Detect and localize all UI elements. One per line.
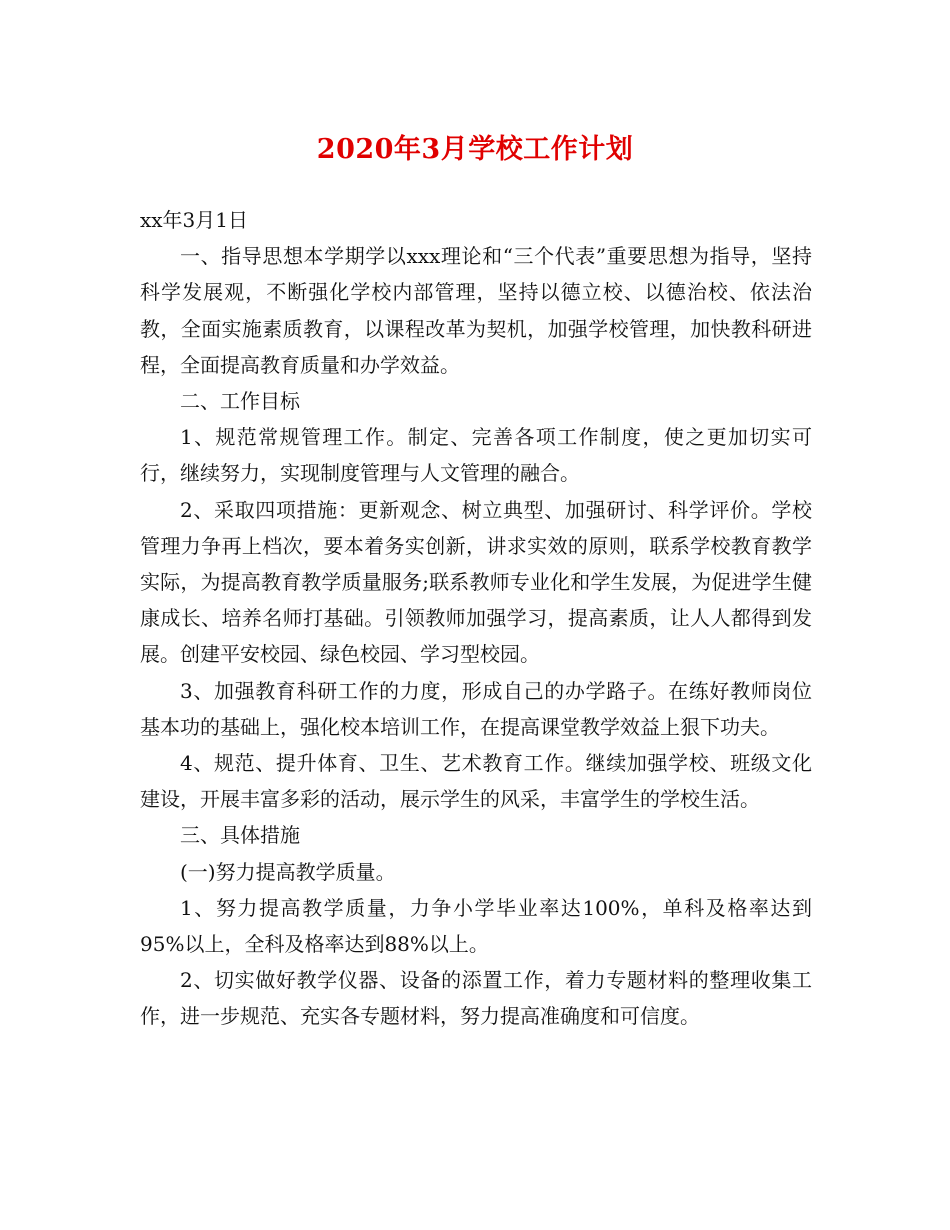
section-heading-measures: 三、具体措施 — [180, 823, 300, 848]
paragraph-guiding-ideology: 一、指导思想本学期学以xxx理论和“三个代表”重要思想为指导，坚持科学发展观，不断强化学校内部管理，坚持以德立校、以德治校、依法治教，全面实施素质教育，以课程改革为契机，加强学校管理，加快教科研进程，全面提高教育质量和办学效益。 — [140, 244, 812, 377]
paragraph-measure-2: 2、切实做好教学仪器、设备的添置工作，着力专题材料的整理收集工作，进一步规范、充实各专题材料，努力提高准确度和可信度。 — [140, 968, 812, 1029]
section-heading-work-goals: 二、工作目标 — [180, 389, 300, 414]
document-body — [140, 202, 812, 1035]
paragraph-goal-3: 3、加强教育科研工作的力度，形成自己的办学路子。在练好教师岗位基本功的基础上，强化校本培训工作，在提高课堂教学效益上狠下功夫。 — [140, 678, 812, 739]
paragraph-goal-4: 4、规范、提升体育、卫生、艺术教育工作。继续加强学校、班级文化建设，开展丰富多彩的活动，展示学生的风采，丰富学生的学校生活。 — [140, 751, 812, 812]
paragraph-goal-2: 2、采取四项措施：更新观念、树立典型、加强研讨、科学评价。学校管理力争再上档次，要本着务实创新，讲求实效的原则，联系学校教育教学实际，为提高教育教学质量服务;联系教师专业化和学生发展，为促进学生健康成长、培养名师打基础。引领教师加强学习，提高素质，让人人都得到发展。创建平安校园、绿色校园、学习型校园。 — [140, 497, 812, 667]
document-title: 2020年3月学校工作计划 — [316, 134, 634, 165]
paragraph-goal-1: 1、规范常规管理工作。制定、完善各项工作制度，使之更加切实可行，继续努力，实现制度管理与人文管理的融合。 — [140, 425, 812, 486]
document-date: xx年3月1日 — [140, 208, 249, 232]
subsection-heading-teaching-quality: (一)努力提高教学质量。 — [180, 859, 396, 884]
paragraph-measure-1: 1、努力提高教学质量，力争小学毕业率达100%，单科及格率达到95%以上，全科及格率达到88%以上。 — [140, 895, 812, 957]
